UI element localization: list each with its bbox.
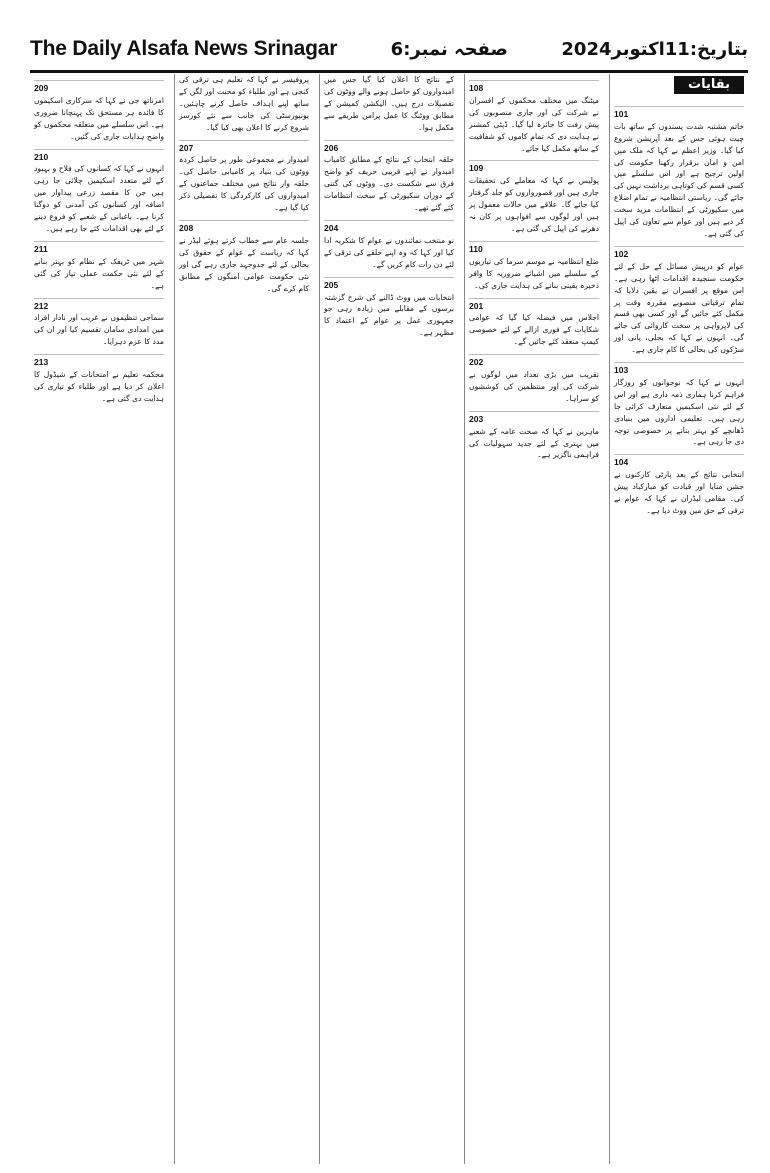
- article-paragraph: انتخابات میں ووٹ ڈالنے کی شرح گزشتہ برسوں کے مقابلے میں زیادہ رہی جو جمہوری عمل پر عوام کے اعتماد کا مظہر ہے۔: [324, 292, 454, 338]
- issue-date: بتاریخ:11اکتوبر2024: [561, 38, 748, 60]
- item-number: 205: [324, 277, 454, 292]
- item-number: 208: [179, 220, 309, 235]
- article-paragraph: پروفیسر نے کہا کہ تعلیم ہی ترقی کی کنجی ہے اور طلباء کو محنت اور لگن کے ساتھ اپنے اہداف حاصل کرنے چاہئیں۔ یونیورسٹی کی جانب سے نئے کورسز شروع کرنے کا اعلان بھی کیا گیا۔: [179, 75, 309, 132]
- article-paragraph: محکمہ تعلیم نے امتحانات کے شیڈول کا اعلان کر دیا ہے اور طلباء کو تیاری کی ہدایت دی گئی ہے۔: [34, 370, 164, 403]
- article-paragraph: ضلع انتظامیہ نے موسم سرما کی تیاریوں کے سلسلے میں اشیائے ضروریہ کا وافر ذخیرہ یقینی بنانے کی ہدایت جاری کی۔: [469, 256, 599, 290]
- section-header: بقایات: [674, 76, 744, 94]
- item-number: 102: [614, 246, 744, 261]
- item-number: 213: [34, 354, 164, 369]
- article-paragraph: کے نتائج کا اعلان کیا گیا جس میں امیدواروں کو حاصل ہونے والے ووٹوں کی تفصیلات درج ہیں۔ الیکشن کمیشن کے مطابق ووٹنگ کا عمل پرامن طریقے سے مکمل ہوا۔: [324, 75, 454, 132]
- article-paragraph: شہر میں ٹریفک کے نظام کو بہتر بنانے کے لئے نئی حکمت عملی تیار کی گئی ہے۔: [34, 256, 164, 290]
- item-number: 206: [324, 140, 454, 155]
- column-2: [464, 74, 603, 1164]
- item-number: 209: [34, 80, 164, 95]
- article-paragraph: انتخابی نتائج کے بعد پارٹی کارکنوں نے جشن منایا اور قیادت کو مبارکباد پیش کی۔ مقامی لیڈران نے کہا کہ عوام نے ترقی کے حق میں ووٹ دیا ہے۔: [614, 470, 744, 515]
- column-4: [174, 74, 313, 1164]
- article-paragraph: سماجی تنظیموں نے غریب اور نادار افراد میں امدادی سامان تقسیم کیا اور ان کی مدد کا عزم دہرایا۔: [34, 313, 164, 347]
- article-paragraph: ماہرین نے کہا کہ صحت عامہ کے شعبے میں بہتری کے لئے جدید سہولیات کی فراہمی ناگزیر ہے۔: [469, 426, 599, 460]
- item-number: 104: [614, 454, 744, 469]
- column-3: [319, 74, 458, 1164]
- item-number: 109: [469, 160, 599, 175]
- article-paragraph: میٹنگ میں مختلف محکموں کے افسران نے شرکت کی اور جاری منصوبوں کی پیش رفت کا جائزہ لیا گیا۔ ڈپٹی کمشنر نے ہدایت دی کہ تمام کاموں کو شفافیت کے ساتھ مکمل کیا جائے۔: [469, 95, 599, 153]
- item-number: 110: [469, 241, 599, 256]
- item-number: 101: [614, 106, 744, 121]
- masthead: [30, 28, 748, 73]
- article-paragraph: نو منتخب نمائندوں نے عوام کا شکریہ ادا کیا اور کہا کہ وہ اپنے حلقے کی ترقی کے لئے دن رات کام کریں گے۔: [324, 235, 454, 269]
- article-paragraph: اجلاس میں فیصلہ کیا گیا کہ عوامی شکایات کے فوری ازالے کے لئے خصوصی کیمپ منعقد کئے جائیں گے۔: [469, 313, 599, 347]
- article-paragraph: حلقہ انتخاب کے نتائج کے مطابق کامیاب امیدوار نے اپنے قریبی حریف کو واضح فرق سے شکست دی۔ ووٹوں کی گنتی کے دوران سکیورٹی کے سخت انتظامات کئے گئے تھے۔: [324, 155, 454, 213]
- item-number: 201: [469, 298, 599, 313]
- item-number: 212: [34, 298, 164, 313]
- column-1: [609, 74, 748, 1164]
- item-number: 103: [614, 362, 744, 377]
- article-paragraph: خاتم مشتبہ شدت پسندوں کے ساتھ بات چیت ہوئی جس کے بعد آپریشن شروع کیا گیا۔ وزیر اعظم نے کہا کہ ملک میں امن و امان برقرار رکھنا حکومت کی اولین ترجیح ہے اور اس سلسلے میں کسی قسم کی کوتاہی برداشت نہیں کی جائے گی۔ ریاستی انتظامیہ نے تمام اضلاع میں سکیورٹی کے انتظامات مزید سخت کر دیے ہیں اور عوام سے تعاون کی اپیل کی گئی ہے۔: [614, 121, 744, 238]
- article-paragraph: انہوں نے کہا کہ نوجوانوں کو روزگار فراہم کرنا ہماری ذمہ داری ہے اور اس کے لئے نئی اسکیمیں متعارف کرائی جا رہی ہیں۔ تعلیمی اداروں میں بنیادی ڈھانچے کو بہتر بنانے پر خصوصی توجہ دی جا رہی ہے۔: [614, 377, 744, 447]
- item-number: 203: [469, 411, 599, 426]
- item-number: 207: [179, 140, 309, 155]
- article-paragraph: عوام کو درپیش مسائل کے حل کے لئے حکومت سنجیدہ اقدامات اٹھا رہی ہے۔ اس موقع پر افسران نے یقین دلایا کہ تمام ترقیاتی منصوبے مقررہ وقت پر مکمل کئے جائیں گے اور کسی بھی قسم کی لاپرواہی پر سخت کاروائی کی جائے گی۔ انہوں نے کہا کہ بجلی، پانی اور سڑکوں کی بحالی کا کام جاری ہے۔: [614, 261, 744, 355]
- item-number: 211: [34, 241, 164, 256]
- item-number: 202: [469, 354, 599, 369]
- column-5: [30, 74, 168, 1164]
- article-paragraph: انہوں نے کہا کہ کسانوں کی فلاح و بہبود کے لئے متعدد اسکیمیں چلائی جا رہی ہیں جن کا مقصد زرعی پیداوار میں اضافہ اور کسانوں کی آمدنی کو دوگنا کرنا ہے۔ باغبانی کے شعبے کو فروغ دینے کے لئے بھی اقدامات کئے جا رہے ہیں۔: [34, 164, 164, 233]
- article-paragraph: تقریب میں بڑی تعداد میں لوگوں نے شرکت کی اور منتظمین کی کوششوں کو سراہا۔: [469, 370, 599, 403]
- newspaper-title: The Daily Alsafa News Srinagar: [30, 37, 338, 60]
- article-paragraph: جلسہ عام سے خطاب کرتے ہوئے لیڈر نے کہا کہ ریاست کے عوام کے حقوق کی بحالی کے لئے جدوجہد جاری رہے گی اور نئی حکومت عوامی امنگوں کے مطابق کام کرے گی۔: [179, 235, 309, 293]
- article-paragraph: امیدوار نے مجموعی طور پر حاصل کردہ ووٹوں کی بنیاد پر کامیابی حاصل کی۔ حلقہ وار نتائج میں مختلف جماعتوں کے امیدواروں کی کارکردگی کا تفصیلی ذکر کیا گیا ہے۔: [179, 155, 309, 213]
- article-paragraph: پولیس نے کہا کہ معاملے کی تحقیقات جاری ہیں اور قصورواروں کو جلد گرفتار کیا جائے گا۔ علاقے میں حالات معمول پر ہیں اور لوگوں سے افواہوں پر کان نہ دھرنے کی اپیل کی گئی ہے۔: [469, 176, 599, 233]
- item-number: 108: [469, 80, 599, 95]
- item-number: 204: [324, 220, 454, 235]
- page-number: صفحہ نمبر:6: [390, 38, 508, 60]
- item-number: 210: [34, 149, 164, 164]
- article-columns: [30, 74, 748, 1164]
- article-paragraph: امرناتھ جی نے کہا کہ سرکاری اسکیموں کا فائدہ ہر مستحق تک پہنچانا ضروری ہے۔ اس سلسلے میں متعلقہ محکموں کو واضح ہدایات جاری کی گئیں۔: [34, 95, 164, 141]
